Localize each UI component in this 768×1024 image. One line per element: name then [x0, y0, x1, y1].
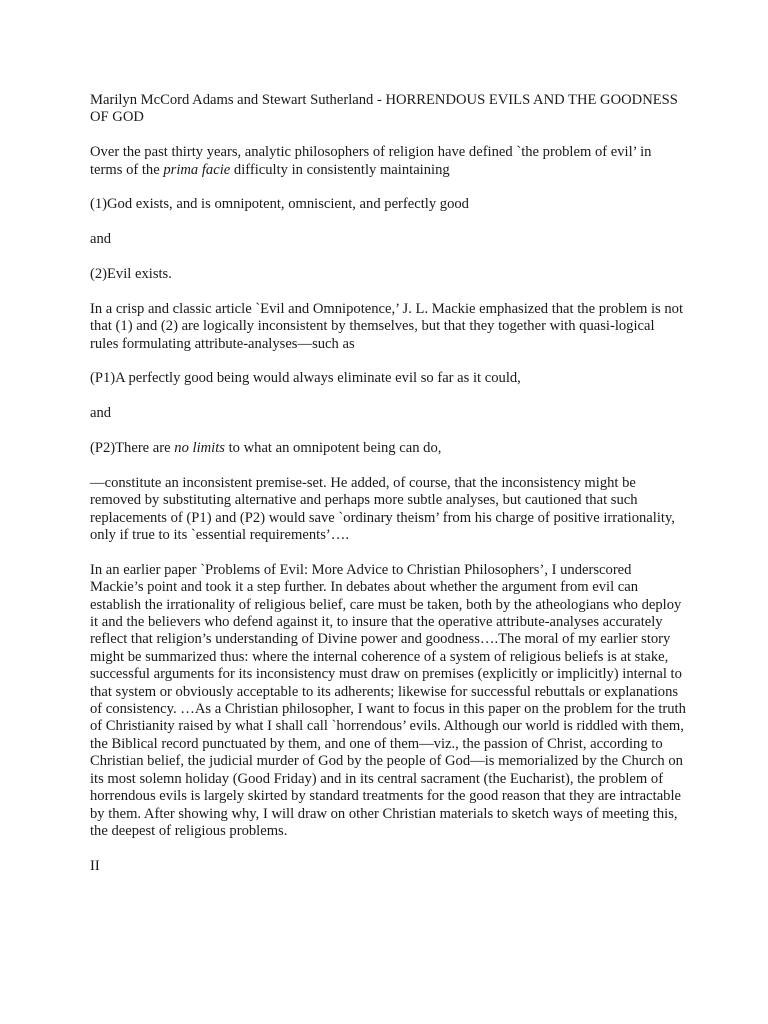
- premise-p1: (P1)A perfectly good being would always eliminate evil so far as it could,: [90, 370, 521, 387]
- proposition-2: (2)Evil exists.: [90, 266, 172, 282]
- mackie-paragraph: In a crisp and classic article `Evil and Omnipotence,’ J. L. Mackie emphasized that the problem is not that (1) and (2) are logically inconsistent by themselves, but that they together with quasi-logical rules formulating attribute-analyses—such as: [90, 300, 684, 352]
- intro-italic-term: prima facie: [163, 161, 231, 178]
- intro-text-start: Over the past thirty years, analytic philosophers of religion have defined `the problem of evil’ in terms of the: [90, 144, 652, 178]
- p2-text-start: (P2)There are: [90, 440, 175, 456]
- document-page: [90, 92, 686, 893]
- p2-italic-term: no limits: [174, 440, 225, 456]
- conjunction-and-1: and: [90, 231, 112, 248]
- premise-p2: [90, 440, 686, 457]
- earlier-paper-paragraph: In an earlier paper `Problems of Evil: More Advice to Christian Philosophers’, I underscored Mackie’s point and took it a step further. In debates about whether the argument from evil can establish the irrationality of religious belief, care must be taken, both by the atheologians who deploy it and the believers who defend against it, to insure that the operative attribute-analyses accurately reflect that religion’s understanding of Divine power and goodness….The moral of my earlier story might be summarized thus: where the internal coherence of a system of religious beliefs is at stake, successful arguments for its inconsistency must draw on premises (explicitly or implicitly) internal to that system or obviously acceptable to its adherents; likewise for successful rebuttals or explanations of consistency. …As a Christian philosopher, I want to focus in this paper on the problem for the truth of Christianity raised by what I shall call `horrendous’ evils. Although our world is riddled with them, the Biblical record punctuated by them, and one of them—viz., the passion of Christ, according to Christian belief, the judicial murder of God by the people of God—is memorialized by the Church on its most solemn holiday (Good Friday) and in its central sacrament (the Eucharist), the problem of horrendous evils is largely skirted by standard treatments for the good reason that they are intractable by them. After showing why, I will draw on other Christian materials to sketch ways of meeting this, the deepest of religious problems.: [90, 561, 686, 839]
- conjunction-and-2: and: [90, 405, 112, 422]
- intro-paragraph: [90, 144, 686, 179]
- constitute-paragraph: —constitute an inconsistent premise-set. He added, of course, that the inconsistency might be removed by substituting alternative and perhaps more subtle analyses, but cautioned that such replacements of (P1) and (P2) would save `ordinary theism’ from his charge of positive irrationality, only if true to its `essential requirements’….: [90, 474, 675, 544]
- proposition-1: (1)God exists, and is omnipotent, omniscient, and perfectly good: [90, 196, 469, 213]
- section-heading: II: [90, 857, 100, 874]
- p2-text-end: to what an omnipotent being can do,: [224, 440, 442, 456]
- intro-text-end: difficulty in consistently maintaining: [230, 161, 450, 178]
- document-title: Marilyn McCord Adams and Stewart Sutherland - HORRENDOUS EVILS AND THE GOODNESS OF GOD: [90, 92, 678, 126]
